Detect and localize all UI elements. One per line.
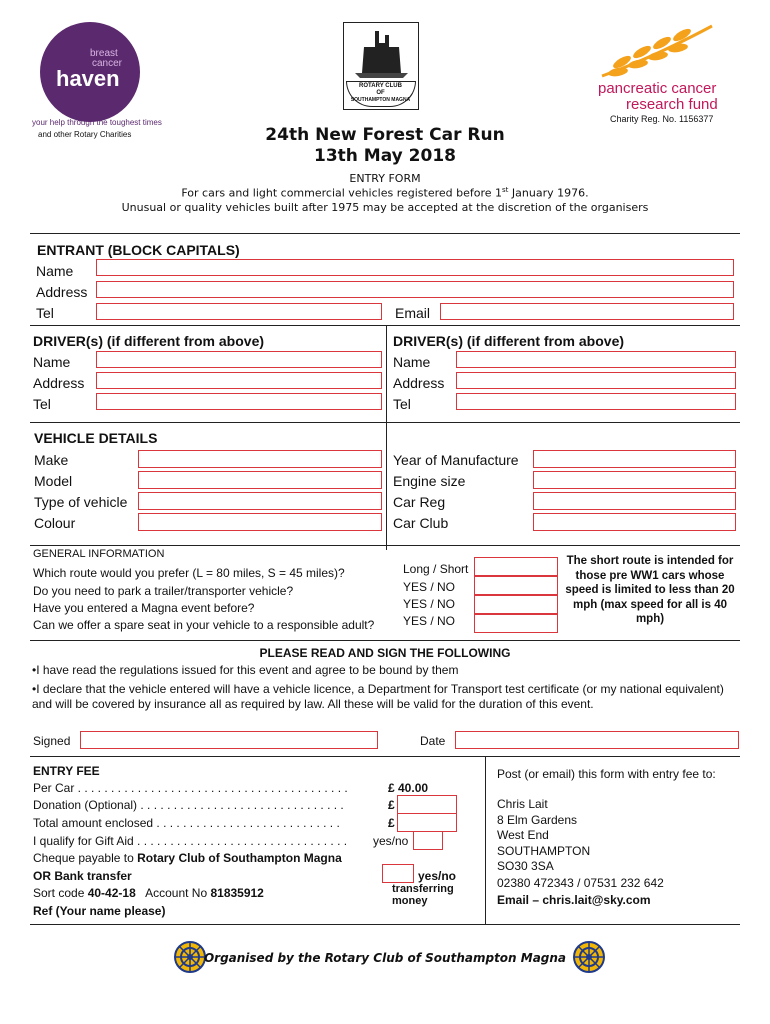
divider	[30, 325, 740, 326]
driver-right-tel-label: Tel	[393, 396, 411, 412]
per-car-label: Per Car . . . . . . . . . . . . . . . . . . . . . . . . . . . . . . . . . . . . . . . . .	[33, 781, 348, 795]
declaration-point-2: •I declare that the vehicle entered will have a vehicle licence, a Department for Transport test certificate (or my national equivalent) and will be covered by insurance all as required by law. All these will be valid for the duration of this event.	[32, 682, 724, 711]
pcrf-logo-line2: research fund	[626, 96, 718, 113]
driver-right-name-field[interactable]	[456, 351, 736, 368]
laurel-icon	[592, 18, 722, 83]
driver-right-name-label: Name	[393, 354, 431, 370]
gift-aid-answer: yes/no	[373, 834, 409, 848]
divider	[386, 325, 387, 550]
reference-label: Ref (Your name please)	[33, 904, 166, 918]
colour-label: Colour	[34, 515, 76, 531]
haven-logo-line2: cancer	[92, 58, 123, 69]
vehicle-heading: VEHICLE DETAILS	[34, 430, 158, 446]
driver-left-address-label: Address	[33, 375, 85, 391]
question-previous: Have you entered a Magna event before?	[33, 601, 255, 615]
colour-field[interactable]	[138, 513, 382, 531]
transfer-note-2: money	[392, 895, 428, 907]
make-label: Make	[34, 452, 69, 468]
post-address-line: 8 Elm Gardens	[497, 813, 578, 827]
engine-field[interactable]	[533, 471, 736, 489]
donation-currency: £	[388, 798, 395, 812]
previous-answer-field[interactable]	[474, 595, 558, 614]
haven-tagline: your help through the toughest times	[32, 118, 162, 127]
sort-code: 40-42-18	[87, 886, 136, 900]
spare-seat-answer-field[interactable]	[474, 614, 558, 633]
entrant-tel-field[interactable]	[96, 303, 382, 320]
sort-code-pre: Sort code	[33, 886, 88, 900]
club-field[interactable]	[533, 513, 736, 531]
tel-label: Tel	[36, 305, 54, 321]
discretion-text: Unusual or quality vehicles built after 1975 may be accepted at the discretion of the organisers	[121, 201, 649, 214]
reg-field[interactable]	[533, 492, 736, 510]
transfer-note-1: transferring	[392, 883, 454, 895]
question-spare-seat: Can we offer a spare seat in your vehicle to a responsible adult?	[33, 618, 375, 632]
cheque-payee: Rotary Club of Southampton Magna	[137, 851, 342, 865]
post-address-line: Chris Lait	[497, 797, 548, 811]
cheque-pre: Cheque payable to	[33, 851, 138, 865]
type-label: Type of vehicle	[34, 494, 128, 510]
answer-previous: YES / NO	[403, 597, 456, 611]
short-route-note: The short route is intended for those pre WW1 cars whose speed is limited to less than 20 mph (max speed for all is 40 mph)	[565, 555, 735, 625]
email-label: Email	[395, 305, 431, 321]
driver-left-address-field[interactable]	[96, 372, 382, 389]
year-label: Year of Manufacture	[393, 452, 519, 468]
eligibility-pre: For cars and light commercial vehicles registered before 1	[181, 186, 503, 200]
driver-right-heading: DRIVER(s) (if different from above)	[393, 333, 625, 349]
organiser-text: Organised by the Rotary Club of Southampton Magna	[203, 951, 567, 965]
haven-logo-line1: breast	[90, 48, 118, 59]
name-label: Name	[36, 263, 74, 279]
divider	[30, 422, 740, 423]
divider	[30, 545, 740, 546]
transfer-answer-field[interactable]	[382, 864, 414, 883]
entrant-name-field[interactable]	[96, 259, 734, 276]
total-currency: £	[388, 816, 395, 830]
event-title: 24th New Forest Car Run	[265, 125, 505, 145]
engine-label: Engine size	[393, 473, 466, 489]
account-pre: Account No	[135, 886, 211, 900]
sort-code-line	[33, 886, 264, 900]
question-trailer: Do you need to park a trailer/transporter vehicle?	[33, 584, 294, 598]
general-heading: GENERAL INFORMATION	[33, 548, 165, 560]
rotary-club-badge	[343, 22, 419, 110]
trailer-answer-field[interactable]	[474, 576, 558, 595]
gift-aid-label: I qualify for Gift Aid . . . . . . . . . . . . . . . . . . . . . . . . . . . . . . . .	[33, 834, 348, 848]
declaration-point-1: •I have read the regulations issued for this event and agree to be bound by them	[32, 663, 459, 677]
driver-left-name-field[interactable]	[96, 351, 382, 368]
driver-right-tel-field[interactable]	[456, 393, 736, 410]
divider	[30, 924, 740, 925]
divider	[30, 640, 740, 641]
driver-left-name-label: Name	[33, 354, 71, 370]
signature-field[interactable]	[80, 731, 378, 749]
question-route: Which route would you prefer (L = 80 miles, S = 45 miles)?	[33, 566, 345, 580]
divider	[485, 756, 486, 924]
eligibility-post: January 1976.	[508, 186, 589, 200]
eligibility-sup: st	[502, 186, 509, 194]
post-email[interactable]: Email – chris.lait@sky.com	[497, 893, 651, 907]
event-date: 13th May 2018	[314, 146, 456, 166]
total-label: Total amount enclosed . . . . . . . . . . . . . . . . . . . . . . . . . . . .	[33, 816, 340, 830]
type-field[interactable]	[138, 492, 382, 510]
answer-spare-seat: YES / NO	[403, 614, 456, 628]
driver-left-tel-field[interactable]	[96, 393, 382, 410]
badge-text-mid: OF	[376, 90, 385, 96]
make-field[interactable]	[138, 450, 382, 468]
post-phone: 02380 472343 / 07531 232 642	[497, 876, 664, 890]
divider	[30, 756, 740, 757]
entrant-address-field[interactable]	[96, 281, 734, 298]
post-intro: Post (or email) this form with entry fee to:	[497, 767, 716, 781]
entrant-heading: ENTRANT (BLOCK CAPITALS)	[37, 242, 240, 258]
transfer-answer: yes/no	[418, 869, 457, 883]
entrant-email-field[interactable]	[440, 303, 734, 320]
total-amount-field[interactable]	[397, 813, 457, 832]
haven-logo-word: haven	[56, 66, 120, 91]
eligibility-text	[0, 186, 770, 200]
divider	[30, 233, 740, 234]
date-label: Date	[420, 734, 446, 748]
bank-transfer-label: OR Bank transfer	[33, 869, 132, 883]
route-answer-field[interactable]	[474, 557, 558, 576]
model-label: Model	[34, 473, 73, 489]
driver-left-heading: DRIVER(s) (if different from above)	[33, 333, 265, 349]
post-address-line: SOUTHAMPTON	[497, 844, 591, 858]
post-address-line: SO30 3SA	[497, 859, 554, 873]
ship-icon	[345, 25, 418, 80]
badge-text-bot: SOUTHAMPTON MAGNA	[350, 97, 411, 103]
entry-fee-heading: ENTRY FEE	[33, 764, 100, 778]
answer-trailer: YES / NO	[403, 580, 456, 594]
donation-label: Donation (Optional) . . . . . . . . . . . . . . . . . . . . . . . . . . . . . . .	[33, 798, 344, 812]
account-number: 81835912	[210, 886, 264, 900]
per-car-value: £ 40.00	[388, 781, 429, 795]
haven-other-charities: and other Rotary Charities	[38, 130, 132, 139]
pcrf-logo-line1: pancreatic cancer	[598, 80, 717, 97]
breast-cancer-haven-logo	[40, 22, 140, 122]
signed-label: Signed	[33, 734, 71, 748]
gift-aid-field[interactable]	[413, 831, 443, 850]
model-field[interactable]	[138, 471, 382, 489]
date-field[interactable]	[455, 731, 739, 749]
reg-label: Car Reg	[393, 494, 446, 510]
pcrf-charity-number: Charity Reg. No. 1156377	[610, 114, 714, 124]
driver-left-tel-label: Tel	[33, 396, 51, 412]
answer-route: Long / Short	[403, 562, 469, 576]
cheque-line	[33, 851, 342, 865]
donation-amount-field[interactable]	[397, 795, 457, 814]
rotary-wheel-icon	[572, 940, 606, 974]
address-label: Address	[36, 284, 88, 300]
driver-right-address-label: Address	[393, 375, 445, 391]
club-label: Car Club	[393, 515, 449, 531]
year-field[interactable]	[533, 450, 736, 468]
badge-text-top: ROTARY CLUB	[359, 83, 402, 89]
driver-right-address-field[interactable]	[456, 372, 736, 389]
declaration-heading: PLEASE READ AND SIGN THE FOLLOWING	[259, 646, 511, 660]
form-name: ENTRY FORM	[349, 172, 421, 185]
post-address-line: West End	[497, 828, 549, 842]
